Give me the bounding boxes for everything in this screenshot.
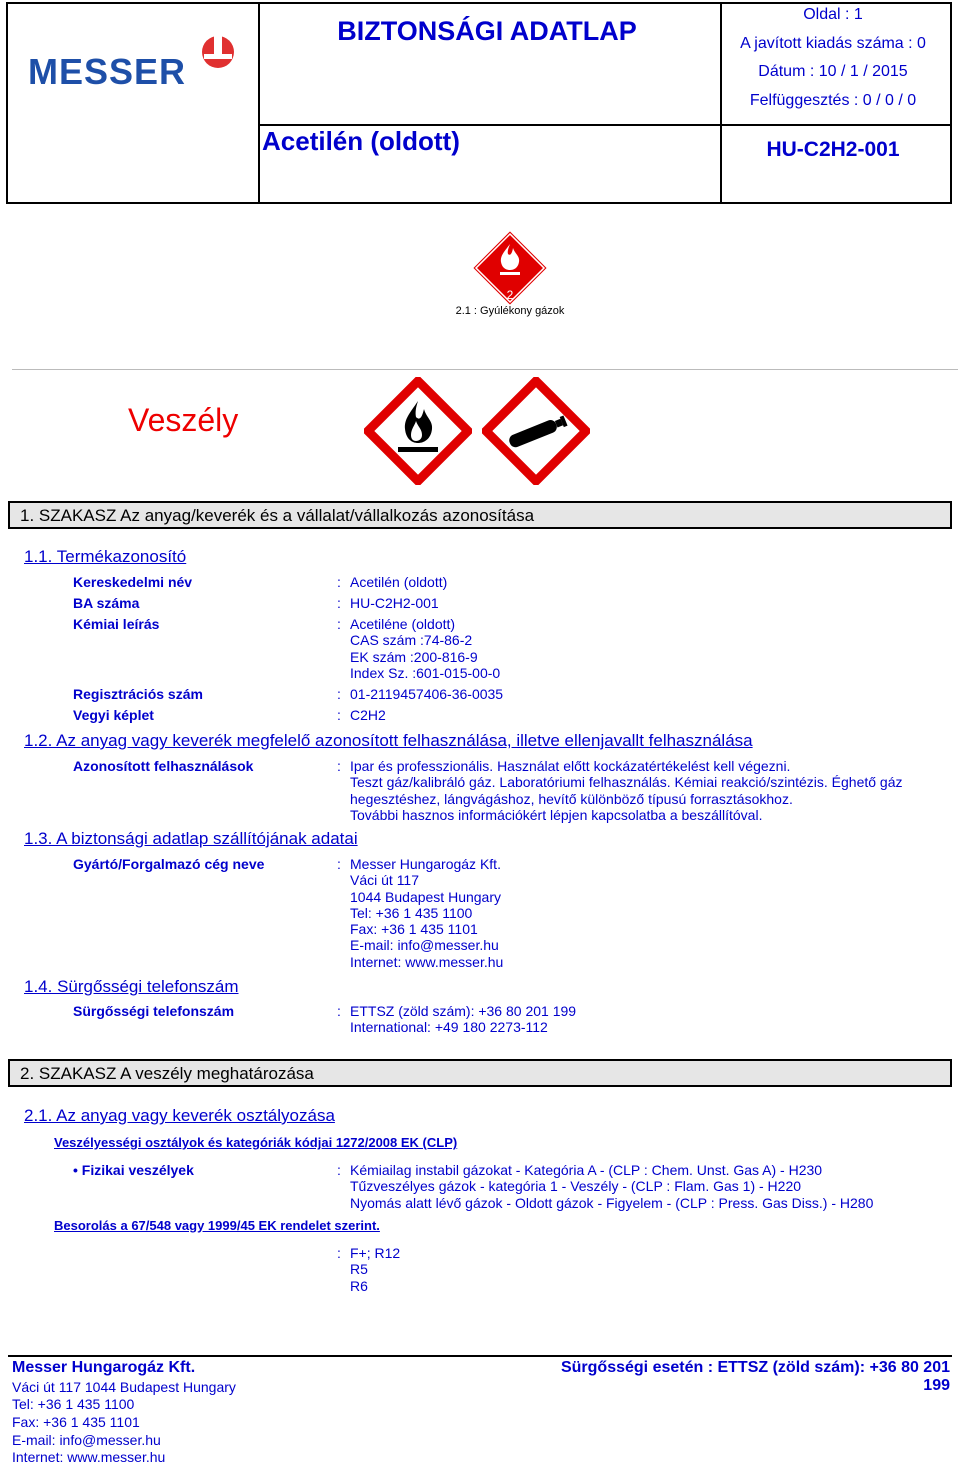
page-number: Oldal : 1 (803, 6, 863, 23)
value-line: Internet: www.messer.hu (350, 953, 504, 970)
footer-website: Internet: www.messer.hu (12, 1449, 166, 1464)
section-1-header: 1. SZAKASZ Az anyag/keverék és a vállalat/vállalkozás azonosítása (8, 501, 952, 529)
field-label: Sürgősségi telefonszám (73, 1003, 235, 1019)
document-code: HU-C2H2-001 (766, 138, 900, 161)
trade-name-value: Acetilén (oldott) (350, 574, 448, 590)
colon: : (337, 574, 341, 590)
flame-pictogram-icon (364, 377, 472, 485)
chemical-description-value (350, 616, 500, 681)
sds-number-value: HU-C2H2-001 (350, 595, 439, 611)
field-label: BA száma (73, 595, 140, 611)
value-line: R6 (350, 1277, 368, 1294)
product-name-title: Acetilén (oldott) (262, 126, 460, 156)
footer-emergency-contact: Sürgősségi esetén : ETTSZ (zöld szám): +36 80 201 199 (560, 1359, 950, 1394)
gas-cylinder-pictogram-icon (482, 377, 590, 485)
footer-email: E-mail: info@messer.hu (12, 1432, 161, 1448)
value-line: Index Sz. :601-015-00-0 (350, 664, 501, 681)
colon: : (337, 856, 341, 872)
value-line: R5 (350, 1261, 368, 1278)
subsection-2-1-heading: 2.1. Az anyag vagy keverék osztályozása (24, 1106, 335, 1125)
supplier-details-value (350, 856, 503, 970)
transport-flammable-gas-icon (470, 228, 550, 308)
logo-emblem-icon (202, 36, 234, 68)
colon: : (337, 616, 341, 632)
divider (12, 369, 958, 370)
value-line: Fax: +36 1 435 1101 (350, 921, 478, 938)
transport-label-caption: 2.1 : Gyúlékony gázok (455, 305, 565, 317)
section-2-header: 2. SZAKASZ A veszély meghatározása (8, 1059, 952, 1087)
colon: : (337, 1245, 341, 1261)
subsection-1-4-heading: 1.4. Sürgősségi telefonszám (24, 977, 239, 996)
colon: : (337, 1003, 341, 1019)
value-line: Kémiailag instabil gázokat - Kategória A - (CLP : Chem. Unst. Gas A) - H230 (350, 1162, 823, 1178)
supersedes: Felfüggesztés : 0 / 0 / 0 (749, 92, 917, 109)
field-label: Kémiai leírás (73, 616, 160, 632)
document-title: BIZTONSÁGI ADATLAP (337, 16, 637, 46)
value-line: Nyomás alatt lévő gázok - Oldott gázok - Figyelem - (CLP : Press. Gas Diss.) - H280 (350, 1194, 874, 1211)
field-label: Kereskedelmi név (73, 574, 193, 590)
field-label: Gyártó/Forgalmazó cég neve (73, 856, 265, 872)
value-line: Ipar és professzionális. Használat előtt kockázatértékelést kell végezni. (350, 758, 791, 774)
colon: : (337, 758, 341, 774)
value-line: E-mail: info@messer.hu (350, 937, 499, 954)
value-line: hegesztéshez, lángvágáshoz, hevítő különböző típusú forrasztásokhoz. (350, 790, 793, 807)
physical-hazards-label: • Fizikai veszélyek (73, 1162, 194, 1178)
colon: : (337, 1162, 341, 1178)
colon: : (337, 595, 341, 611)
colon: : (337, 707, 341, 723)
value-line: F+; R12 (350, 1245, 401, 1261)
signal-word: Veszély (128, 402, 239, 438)
subsection-1-2-heading: 1.2. Az anyag vagy keverék megfelelő azonosított felhasználása, illetve ellenjavallt felhasználása (24, 731, 753, 750)
field-label: Vegyi képlet (73, 707, 154, 723)
clp-classification-heading: Veszélyességi osztályok és kategóriák kódjai 1272/2008 EK (CLP) (54, 1135, 458, 1150)
value-line: Tel: +36 1 435 1100 (350, 904, 473, 921)
logo-text: MESSER (28, 51, 187, 90)
value-line: CAS szám :74-86-2 (350, 632, 473, 649)
emergency-phone-value (350, 1003, 576, 1036)
footer-fax: Fax: +36 1 435 1101 (12, 1414, 140, 1430)
value-line: Messer Hungarogáz Kft. (350, 856, 501, 872)
chemical-formula-value: C2H2 (350, 707, 386, 723)
registration-number-value: 01-2119457406-36-0035 (350, 686, 504, 702)
physical-hazards-value (350, 1162, 873, 1211)
identified-uses-value (350, 758, 903, 823)
field-label: Azonosított felhasználások (73, 758, 254, 774)
subsection-1-3-heading: 1.3. A biztonsági adatlap szállítójának adatai (24, 829, 358, 848)
revision-number: A javított kiadás száma : 0 (740, 35, 926, 52)
dsd-classification-heading: Besorolás a 67/548 vagy 1999/45 EK rendelet szerint. (54, 1218, 380, 1233)
header-divider (258, 4, 260, 202)
footer-company-name: Messer Hungarogáz Kft. (12, 1359, 196, 1376)
field-label: Regisztrációs szám (73, 686, 203, 702)
value-line: EK szám :200-816-9 (350, 648, 478, 665)
value-line: Váci út 117 (350, 872, 420, 889)
value-line: További hasznos információkért lépjen kapcsolatba a beszállítóval. (350, 806, 763, 823)
footer-address: Váci út 117 1044 Budapest Hungary (12, 1379, 236, 1395)
footer-phone: Tel: +36 1 435 1100 (12, 1396, 135, 1412)
footer-divider (8, 1355, 952, 1357)
issue-date: Dátum : 10 / 1 / 2015 (758, 63, 908, 80)
value-line: International: +49 180 2273-112 (350, 1019, 548, 1036)
colon: : (337, 686, 341, 702)
value-line: 1044 Budapest Hungary (350, 888, 501, 905)
value-line: Acetiléne (oldott) (350, 616, 456, 632)
value-line: Tűzveszélyes gázok - kategória 1 - Veszély - (CLP : Flam. Gas 1) - H220 (350, 1178, 802, 1195)
value-line: ETTSZ (zöld szám): +36 80 201 199 (350, 1003, 577, 1019)
dsd-classification-value (350, 1245, 400, 1294)
messer-logo (28, 34, 238, 90)
value-line: Teszt gáz/kalibráló gáz. Laboratóriumi felhasználás. Kémiai reakció/szintézis. Éghető gáz (350, 774, 903, 791)
subsection-1-1-heading: 1.1. Termékazonosító (24, 547, 187, 566)
transport-class-number: 2 (506, 288, 514, 302)
